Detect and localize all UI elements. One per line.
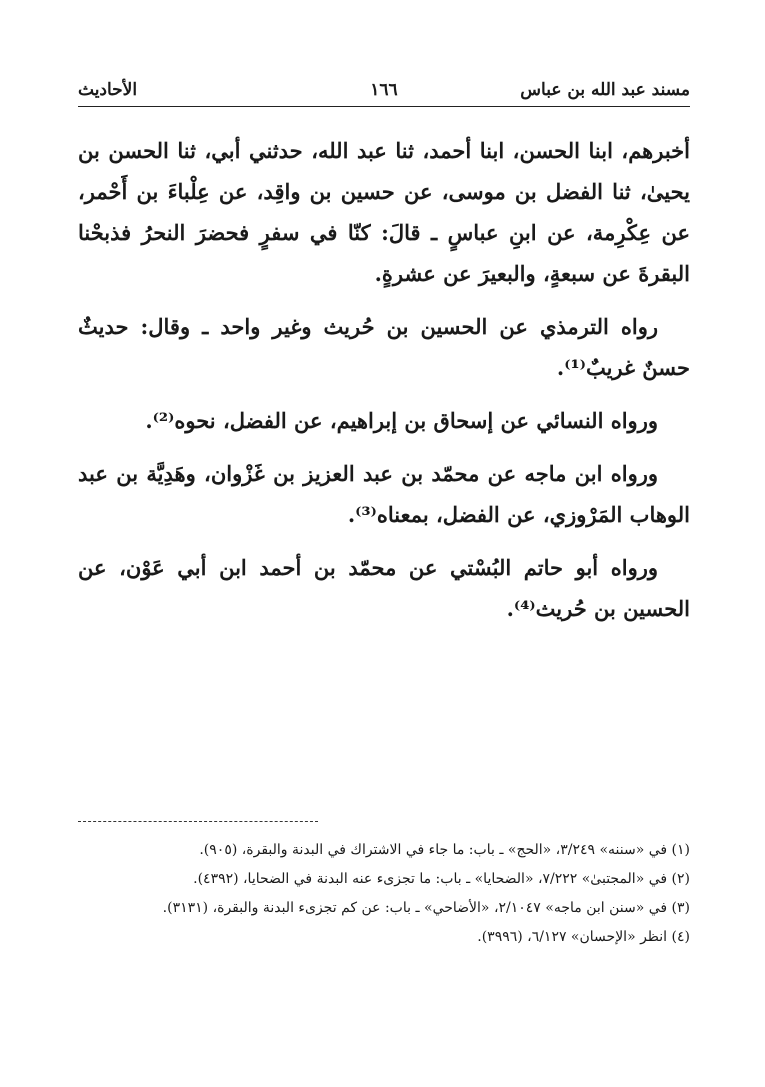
footnote-2: (٢) في «المجتبىٰ» ٧/٢٢٢، «الضحايا» ـ باب: ما تجزىء عنه البدنة في الضحايا، (٤٣٩٢).	[193, 871, 690, 887]
footnotes	[78, 837, 690, 953]
page-header	[78, 72, 690, 107]
paragraph-tirmidhi: رواه الترمذي عن الحسين بن حُريث وغير واحد ـ وقال: حديثٌ حسنٌ غريبٌ⁽¹⁾.	[78, 314, 690, 380]
footnote-1: (١) في «سننه» ٣/٢٤٩، «الحج» ـ باب: ما جاء في الاشتراك في البدنة والبقرة، (٩٠٥).	[199, 842, 690, 858]
footnote-3: (٣) في «سنن ابن ماجه» ٢/١٠٤٧، «الأضاحي» ـ باب: عن كم تجزىء البدنة والبقرة، (٣١٣١).	[162, 900, 690, 916]
paragraph-ibn-majah: ورواه ابن ماجه عن محمّد بن عبد العزيز بن غَزْوان، وهَدِيَّة بن عبد الوهاب المَرْوزي، عن الفضل، بمعناه⁽³⁾.	[78, 461, 690, 527]
paragraph-isnad: أخبرهم، ابنا الحسن، ابنا أحمد، ثنا عبد الله، حدثني أبي، ثنا الحسن بن يحيىٰ، ثنا الفضل بن موسى، عن حسين بن واقِد، عن عِلْباءَ بن أَحْمر، عن عِكْرِمة، عن ابنِ عباسٍ ـ قالَ: كنّا في سفرٍ فحضرَ النحرُ فذبحْنا البقرةَ عن سبعةٍ، والبعيرَ عن عشرةٍ.	[78, 138, 690, 286]
book-page	[78, 72, 690, 1032]
paragraph-nasai: ورواه النسائي عن إسحاق بن إبراهيم، عن الفضل، نحوه⁽²⁾.	[145, 408, 658, 433]
footnote-4: (٤) انظر «الإحسان» ٦/١٢٧، (٣٩٩٦).	[477, 929, 690, 945]
running-book-title: مسند عبد الله بن عباس	[520, 80, 690, 100]
running-section-title: الأحاديث	[78, 80, 138, 100]
footnote-separator	[78, 821, 318, 822]
main-text	[78, 130, 690, 641]
page-number: ١٦٦	[370, 80, 398, 100]
paragraph-abu-hatim: ورواه أبو حاتم البُسْتي عن محمّد بن أحمد ابن أبي عَوْن، عن الحسين بن حُريث⁽⁴⁾.	[78, 555, 690, 621]
